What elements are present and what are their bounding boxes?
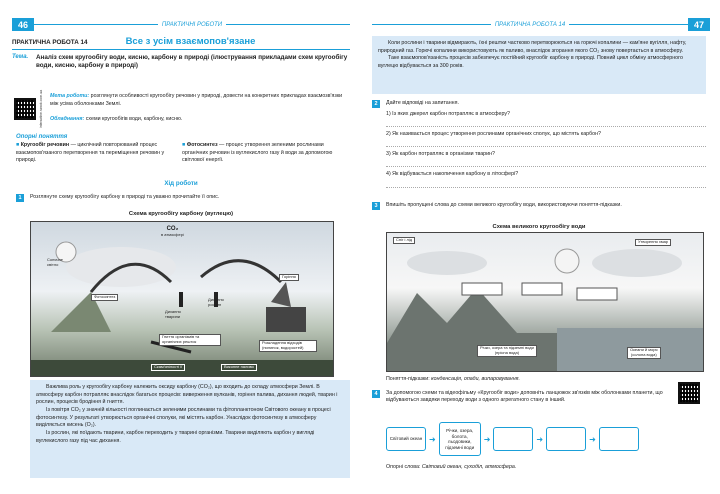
page-number: 46: [12, 18, 34, 31]
blank-field-3[interactable]: [577, 288, 617, 300]
description-paragraph-1: Важлива роль у кругообігу карбону належить оксиду карбону (CO₂), що входить до складу атмосфери Землі. В атмосферу карбон потрапляє внаслідок багатьох процесів: виверження вулканів, горіння палива, дихання людей, тварин і рослин, процесів бродіння й гниття.: [36, 384, 338, 406]
scheme-title: Схема кругообігу карбону (вуглецю): [128, 211, 234, 217]
support-label: Опорні слова:: [386, 464, 421, 470]
cloud-left: [407, 251, 487, 275]
arrow-burning: [201, 261, 281, 282]
rivers-label: Річки, озера та підземні води (прісна вода): [477, 345, 537, 357]
answer-line-1[interactable]: [386, 118, 706, 127]
chain-box-3[interactable]: [493, 427, 533, 451]
concepts-title: Опорні поняття: [16, 134, 68, 140]
goal-text: розглянути особливості кругообігу речовин у природі, довести на конкретних прикладах взаємозв'язки між усіма оболонками Землі.: [50, 93, 343, 107]
topic-label: Тема.: [12, 54, 29, 60]
chain-box-4[interactable]: [546, 427, 586, 451]
equipment-label: Обладнання:: [50, 116, 85, 123]
respiration-plants-label: Дихання рослин: [208, 297, 224, 307]
answer-line-4[interactable]: [386, 179, 706, 188]
decomposition-label: Розкладення відходів (пилинок, водоростей): [259, 340, 317, 352]
respiration-animals-label: Дихання тварини: [165, 309, 181, 319]
task-4-text: За допомогою схеми та відеофільму «Кругообіг води» доповніть ланцюжок зв'язків між оболонками планети, що відбуваються завдяки переходу води з одного агрегатного стану в інший.: [386, 390, 663, 404]
chain-box-1: Світовий океан: [386, 427, 426, 451]
goal-block: [50, 93, 348, 124]
question-4: 4) Як відбувається накопичення карбону в літосфері?: [386, 171, 519, 178]
qr-caption: interactive.ranok.com.ua: [39, 89, 43, 128]
topic: [12, 54, 350, 70]
support-line: [386, 464, 516, 471]
task-4: [372, 390, 668, 404]
header-title: ПРАКТИЧНІ РОБОТИ: [161, 21, 223, 28]
task-4-number: 4: [372, 390, 380, 398]
sun-label: Сонячне світло: [47, 257, 64, 267]
workflow-title: Хід роботи: [164, 180, 198, 187]
concept-2: ■ Фотосинтез — процес утворення зеленими рослинами органічних речовин із вуглекислого газу й води за допомогою світлової енергії.: [182, 142, 333, 164]
blank-field-1[interactable]: [462, 283, 502, 295]
qr-code-icon[interactable]: [14, 98, 36, 120]
description-box: [30, 380, 350, 478]
sun-icon: [555, 249, 579, 273]
topic-text: Аналіз схем кругообігу води, кисню, карбону в природі (ілюстрування прикладами схем кругообігу води, кисню, карбону в природі): [36, 54, 348, 70]
left-page-header: [12, 18, 350, 31]
task-3-text: Впишіть пропущені слова до схеми великого кругообігу води, використовуючи поняття-підказки.: [386, 202, 622, 208]
question-1: 1) Із яких джерел карбон потрапляє в атмосферу?: [386, 111, 510, 117]
hint-words: конденсація, опади, випаровування.: [431, 376, 520, 382]
water-cycle-diagram: [386, 232, 704, 372]
decay-label: Гниття організмів та органічних решток: [159, 334, 221, 346]
blank-field-2[interactable]: [522, 283, 562, 295]
right-page: [372, 18, 710, 480]
task-1-number: 1: [16, 194, 24, 202]
burning-label: Горіння: [279, 274, 299, 281]
water-chain: [386, 422, 639, 456]
cloud-right: [592, 249, 682, 277]
answer-line-3[interactable]: [386, 158, 706, 167]
goal-label: Мета роботи:: [50, 93, 90, 99]
work-label: ПРАКТИЧНА РОБОТА 14: [12, 39, 88, 46]
co2-label: CO₂ в атмосфері: [161, 226, 184, 237]
oceans-label: Океани й моря (солона вода): [627, 347, 661, 359]
question-3: 3) Як карбон потрапляє в організми тварин?: [386, 151, 495, 158]
snow-label: Сніг і лід: [393, 237, 415, 244]
intro-box: [372, 36, 706, 94]
task-1: [16, 194, 219, 202]
intro-paragraph-1: Коли рослини і тварини відмирають, їхні рештки частково перетворюються на горючі копалини — кам'яне вугілля, нафту, природний газ. Горючі копалини використовують як паливо, внаслідок згорання якого CO₂ знову повертається в атмосферу.: [378, 40, 687, 54]
answer-line-2[interactable]: [386, 138, 706, 147]
equipment-text: схеми кругообігів води, карбону, кисню.: [85, 116, 183, 123]
task-3: [372, 202, 706, 210]
clouds-label: Утворення хмар: [635, 239, 671, 246]
work-title-row: [12, 36, 350, 47]
carbon-diagram-svg: [31, 222, 334, 377]
hint-label: Поняття-підказки:: [386, 376, 430, 382]
task-2: [372, 100, 706, 188]
concept-2-text: — процес утворення зеленими рослинами органічних речовин із вуглекислого газу й води за допомогою світлової енергії.: [182, 142, 333, 164]
hint-line: [386, 376, 520, 383]
intro-paragraph-2: Таке взаємопов'язаність процесів забезпечує постійний кругообіг карбону в природі. Повний цикл обміну атмосферного вуглецю відбувається за 300 років.: [378, 55, 683, 70]
factory-building: [266, 307, 306, 332]
arrow-right-icon: ➜: [536, 434, 544, 444]
left-page: [12, 18, 350, 480]
task-2-number: 2: [372, 100, 380, 108]
concept-1: ■ Кругообіг речовин — циклічний повторюваний процес взаємопов'язаного перетворення та переміщення речовин у природі.: [16, 142, 165, 164]
concept-1-text: — циклічний повторюваний процес взаємопов'язаного перетворення та переміщення речовин у природі.: [16, 142, 165, 164]
chain-box-2: Річки, озера, болота, льодовики, підземні води: [439, 422, 481, 456]
page-number: 47: [688, 18, 710, 31]
carbon-cycle-diagram: [30, 221, 334, 377]
task-3-number: 3: [372, 202, 380, 210]
arrow-right-icon: ➜: [589, 434, 596, 444]
photosynthesis-label: Фотосинтез: [91, 294, 118, 301]
fuel-label: Викопне паливо: [221, 364, 257, 371]
question-2: 2) Як називається процес утворення рослинами органічних сполук, що містять карбон?: [386, 131, 601, 138]
task-1-text: Розглянуте схему кругообігу карбону в природі та уважно прочитайте її опис.: [30, 194, 220, 201]
page-title: Все з усім взаємопов'язане: [125, 36, 256, 47]
qr-code-icon[interactable]: [678, 382, 700, 404]
description-paragraph-3: Із рослин, які поїдають тварини, карбон переходить у тварині організми. Тварини виділяють карбон у вигляді вуглекислого газу під час дихання.: [36, 430, 315, 444]
support-words: Світовий океан, суходіл, атмосфера.: [421, 464, 517, 470]
factory-icon: [271, 282, 291, 307]
concept-2-term: Фотосинтез: [186, 142, 218, 148]
arrow-right-icon: ➜: [429, 434, 436, 444]
description-paragraph-2: Із повітря CO₂ у значній кількості поглинається зеленими рослинами та фітопланктоном Світового океану в процесі фотосинтезу. У результаті утворюється органічні сполуки, які містять карбон. Унаслідок фотосинтезу в атмосферу виділяється кисень (O₂).: [36, 407, 331, 429]
concept-1-term: Кругообіг речовин: [20, 142, 70, 148]
header-title: ПРАКТИЧНА РОБОТА 14: [494, 21, 566, 28]
arrow-right-icon: ➜: [483, 434, 491, 444]
right-page-header: [372, 18, 710, 31]
chain-box-5[interactable]: [599, 427, 639, 451]
fossil-label: Скам'янілості її: [151, 364, 185, 371]
water-scheme-title: Схема великого кругообігу води: [492, 224, 586, 230]
task-2-title: Дайте відповіді на запитання.: [386, 100, 459, 107]
